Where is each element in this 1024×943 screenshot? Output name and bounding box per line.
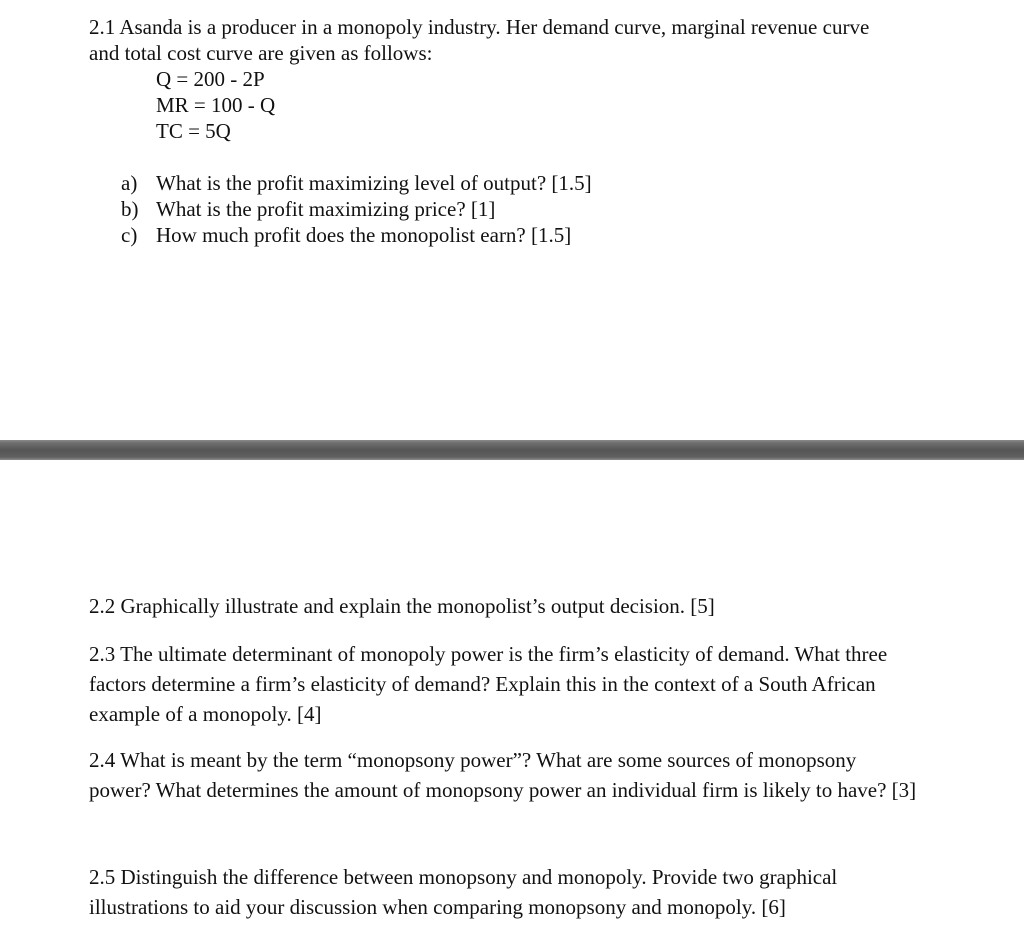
q21-intro-line1: 2.1 Asanda is a producer in a monopoly industry. Her demand curve, marginal revenue curve: [89, 15, 870, 39]
equation-demand: Q = 200 - 2P: [156, 67, 265, 91]
question-2-5: 2.5 Distinguish the difference between monopsony and monopoly. Provide two graphical illustrations to aid your discussion when comparing monopsony and monopoly. [6]: [89, 865, 838, 919]
page-bottom: [0, 460, 1024, 943]
item-a-letter: a): [121, 171, 138, 195]
item-c-text: How much profit does the monopolist earn? [1.5]: [156, 223, 572, 247]
item-b-text: What is the profit maximizing price? [1]: [156, 197, 496, 221]
equation-marginal-revenue: MR = 100 - Q: [156, 93, 276, 117]
page-divider: [0, 440, 1024, 460]
item-a-text: What is the profit maximizing level of output? [1.5]: [156, 171, 592, 195]
question-2-2: 2.2 Graphically illustrate and explain the monopolist’s output decision. [5]: [89, 594, 715, 618]
item-c-letter: c): [121, 223, 138, 247]
item-b-letter: b): [121, 197, 139, 221]
question-2-3: 2.3 The ultimate determinant of monopoly power is the firm’s elasticity of demand. What three factors determine a firm’s elasticity of demand? Explain this in the context of a South African example of a monopoly. [4]: [89, 642, 888, 726]
page-top: [0, 0, 1024, 440]
q21-intro-line2: and total cost curve are given as follows:: [89, 41, 433, 65]
question-2-4: 2.4 What is meant by the term “monopsony power”? What are some sources of monopsony power? What determines the amount of monopsony power an individual firm is likely to have? [3]: [89, 748, 917, 802]
equation-total-cost: TC = 5Q: [156, 119, 231, 143]
